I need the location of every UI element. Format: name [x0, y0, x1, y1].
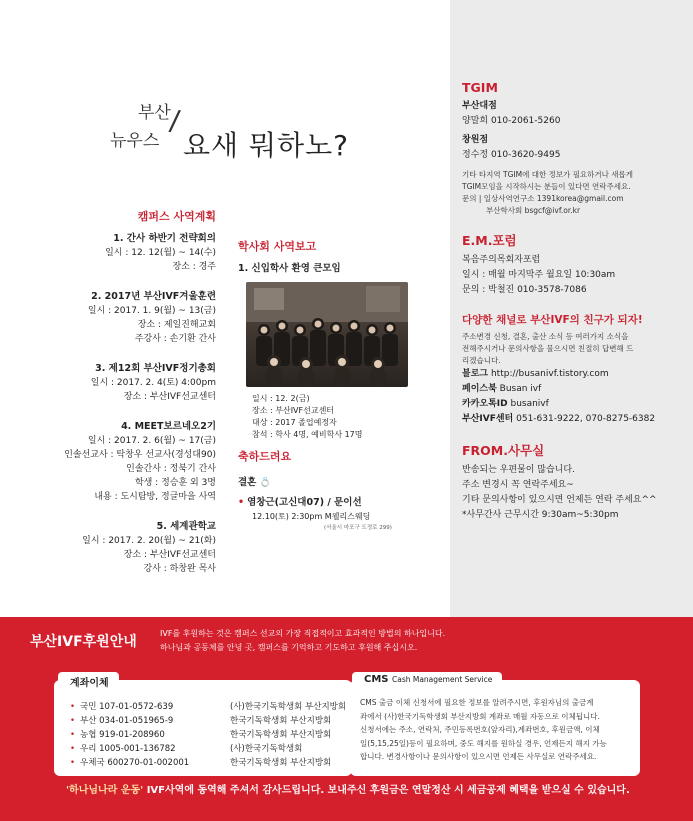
account-number: 부산 034-01-051965-9 — [80, 716, 174, 726]
event-title: 4. MEET보르네오2기 — [121, 421, 216, 432]
facebook-link[interactable]: Busan ivf — [499, 384, 542, 394]
office-line: 기타 문의사항이 있으시면 언제든 연락 주세요^^ — [462, 495, 657, 505]
schedule-heading: 캠퍼스 사역계획 — [137, 210, 216, 223]
channels-line: 리겠습니다. — [462, 356, 501, 365]
account-number: 우체국 600270-01-002001 — [80, 758, 190, 768]
center-phone: 051-631-9222, 070-8275-6382 — [516, 414, 656, 424]
tgim-note-2: TGIM모임을 시작하시는 분들이 있다면 연락주세요. — [462, 182, 631, 191]
cms-card — [350, 674, 640, 776]
group-photo — [246, 282, 408, 387]
bank-transfer-heading: 계좌이체 — [58, 672, 119, 689]
event-line: 장소 : 경주 — [172, 262, 216, 272]
account-number: 우리 1005-001-136782 — [80, 744, 176, 754]
wedding-label: 결혼 — [238, 477, 257, 488]
event-line: 장소 : 부산IVF선교센터 — [123, 392, 216, 402]
office-line: 반송되는 우편물이 많습니다. — [462, 465, 575, 475]
cms-line: CMS 출금 이체 신청서에 필요한 정보를 알려주시면, 후원자님의 출금계 — [360, 698, 594, 707]
tgim-busan-contact: 양말희 010-2061-5260 — [462, 116, 561, 126]
event-title: 5. 세계관학교 — [156, 521, 216, 532]
wedding-couple: 염창근(고신대07) / 문이선 — [247, 497, 362, 508]
cms-line: 합니다. 변경사항이나 문의사항이 있으시면 언제든 사무실로 연락주세요. — [360, 752, 597, 761]
event-line: 강사 : 하창완 목사 — [143, 564, 216, 574]
tgim-note-3: 문의 | 일상사역연구소 1391korea@gmail.com — [462, 194, 624, 203]
account-number: 국민 107-01-0572-639 — [80, 702, 174, 712]
report-subtitle: 1. 신입학사 환영 큰모임 — [238, 263, 341, 274]
report-heading: 학사회 사역보고 — [238, 240, 317, 253]
cms-line: 신청서에는 주소, 연락처, 주민등록번호(앞자리),계좌번호, 후원금액, 이체 — [360, 725, 600, 734]
schedule-event — [30, 289, 216, 346]
cms-line: 좌에서 (사)한국기독학생회 부산지방회 계좌로 매월 자동으로 이체됩니다. — [360, 711, 600, 721]
channels-section — [462, 312, 687, 427]
office-line: 주소 변경시 꼭 연락주세요~ — [462, 480, 574, 490]
channels-line: 주소변경 신청, 결혼, 출산 소식 등 여러가지 소식을 — [462, 332, 629, 341]
account-holder: 한국기독학생회 부산지방회 — [230, 758, 332, 768]
account-number: 농협 919-01-208960 — [80, 730, 165, 740]
footer-note — [66, 781, 630, 796]
group-photo-art — [246, 282, 408, 387]
title-busan: 부산 — [138, 103, 171, 123]
em-forum-heading: E.M.포럼 — [462, 233, 517, 248]
office-line: *사무간사 근무시간 9:30am~5:30pm — [462, 510, 619, 520]
event-line: 주강사 : 손기환 간사 — [134, 334, 216, 344]
title-news: 뉴우스 — [110, 131, 160, 151]
schedule-event — [30, 419, 216, 504]
footer-quote: '하나님나라 운동' — [66, 785, 144, 796]
bullet-icon: • — [70, 758, 76, 768]
schedule-event — [30, 361, 216, 404]
event-line: 일시 : 2017. 2. 6(월) ~ 17(금) — [87, 436, 216, 446]
congratulations-section — [238, 448, 438, 531]
event-line: 장소 : 제일진해교회 — [137, 320, 216, 330]
title-main: 요새 뭐하노? — [183, 129, 350, 162]
bullet-icon: • — [238, 497, 245, 508]
blog-label: 블로그 — [462, 369, 489, 379]
campus-schedule — [30, 208, 216, 591]
event-line: 인솔선교사 : 탁창우 선교사(경성대90) — [64, 450, 216, 460]
facebook-label: 페이스북 — [462, 384, 497, 394]
event-title: 2. 2017년 부산IVF겨울훈련 — [91, 291, 216, 302]
event-line: 일시 : 2017. 2. 4(토) 4:00pm — [90, 378, 216, 388]
event-line: 일시 : 12. 12(월) ~ 14(수) — [105, 248, 216, 258]
event-line: 인솔간사 : 정북기 간사 — [126, 464, 216, 474]
cms-heading: CMS — [364, 674, 389, 685]
event-line: 일시 : 2017. 2. 20(월) ~ 21(화) — [82, 536, 216, 546]
em-forum-line: 복음주의목회자포럼 — [462, 255, 541, 265]
schedule-event — [30, 231, 216, 274]
tgim-section — [462, 80, 687, 217]
em-forum-line: 문의 : 박철진 010-3578-7086 — [462, 285, 587, 295]
account-holder: 한국기독학생회 부산지방회 — [230, 716, 332, 726]
account-row — [70, 756, 346, 770]
wedding-venue: (서울시 마포구 도정로 299) — [324, 525, 392, 531]
kakao-id: busanivf — [510, 399, 549, 409]
cms-line: 일(5,15,25일)등이 필요하며, 중도 해지를 원하실 경우, 언제든지 해지 가능 — [360, 738, 607, 748]
tgim-note-4: 부산학사회 bsgcf@ivf.or.kr — [486, 206, 581, 215]
tgim-busan-label: 부산대점 — [462, 101, 497, 111]
bullet-icon: • — [70, 716, 76, 726]
tgim-changwon-contact: 정수정 010-3620-9495 — [462, 150, 561, 160]
footer-text: IVF사역에 동역해 주셔서 감사드립니다. 보내주신 후원금은 연말정산 시 세금공제 혜택을 받으실 수 있습니다. — [143, 785, 630, 796]
kakao-label: 카카오톡ID — [462, 399, 508, 409]
account-row — [70, 714, 346, 728]
donation-desc-2: 하나님과 공동체를 안녕 곳, 캠퍼스를 기억하고 기도하고 후원해 주십시오. — [160, 643, 418, 652]
alumni-report — [238, 238, 438, 441]
account-holder: (사)한국기독학생회 부산지방회 — [230, 702, 347, 712]
sidebar-panel — [450, 0, 693, 640]
report-meta-line: 대상 : 2017 졸업예정자 — [252, 418, 337, 427]
page-title — [110, 94, 370, 164]
donation-desc-1: IVF를 후원하는 것은 캠퍼스 선교의 가장 직접적이고 효과적인 방법의 하나입니다. — [160, 629, 446, 638]
office-heading: FROM.사무실 — [462, 443, 545, 458]
report-meta-line: 일시 : 12. 2(금) — [252, 394, 310, 403]
account-holder: (사)한국기독학생회 — [230, 744, 303, 754]
bullet-icon: • — [70, 730, 76, 740]
report-meta-line: 장소 : 부산IVF선교센터 — [252, 406, 335, 415]
title-slash: / — [167, 103, 182, 138]
bank-transfer-card — [54, 680, 352, 776]
event-line: 내용 : 도시탐방, 정글마을 사역 — [94, 492, 216, 502]
event-line: 학생 : 정승훈 외 3명 — [134, 478, 216, 488]
congrats-heading: 축하드려요 — [238, 450, 292, 463]
donation-heading: 부산IVF후원안내 — [30, 634, 137, 650]
cms-subheading: Cash Management Service — [391, 675, 493, 684]
account-row — [70, 700, 346, 714]
event-title: 1. 간사 하반기 전략회의 — [113, 233, 216, 244]
center-label: 부산IVF센터 — [462, 414, 514, 424]
tgim-note-1: 기타 타지역 TGIM에 대한 정보가 필요하거나 새롭게 — [462, 170, 634, 179]
account-row — [70, 742, 346, 756]
bullet-icon: • — [70, 702, 76, 712]
tgim-heading: TGIM — [462, 80, 498, 95]
tgim-changwon-label: 창원점 — [462, 135, 489, 145]
account-row — [70, 728, 346, 742]
schedule-event — [30, 519, 216, 576]
event-title: 3. 제12회 부산IVF정기총회 — [95, 363, 216, 374]
channels-line: 전해주시거나 문의사항을 물으시면 친절히 답변해 드 — [462, 344, 634, 353]
rings-icon: 💍 — [259, 478, 271, 488]
wedding-detail: 12.10(토) 2:30pm M웰리스웨딩 — [252, 512, 371, 521]
em-forum-line: 일시 : 매월 마지막주 월요일 10:30am — [462, 270, 616, 280]
event-line: 장소 : 부산IVF선교센터 — [123, 550, 216, 560]
channels-heading: 다양한 채널로 부산IVF의 친구가 되자! — [462, 314, 643, 326]
bullet-icon: • — [70, 744, 76, 754]
blog-link[interactable]: http://busanivf.tistory.com — [490, 369, 609, 379]
account-holder: 한국기독학생회 부산지방회 — [230, 730, 332, 740]
event-line: 일시 : 2017. 1. 9(월) ~ 13(금) — [87, 306, 216, 316]
report-meta-line: 참석 : 학사 4명, 예비학사 17명 — [252, 430, 363, 439]
office-section — [462, 441, 687, 523]
em-forum-section — [462, 231, 687, 298]
